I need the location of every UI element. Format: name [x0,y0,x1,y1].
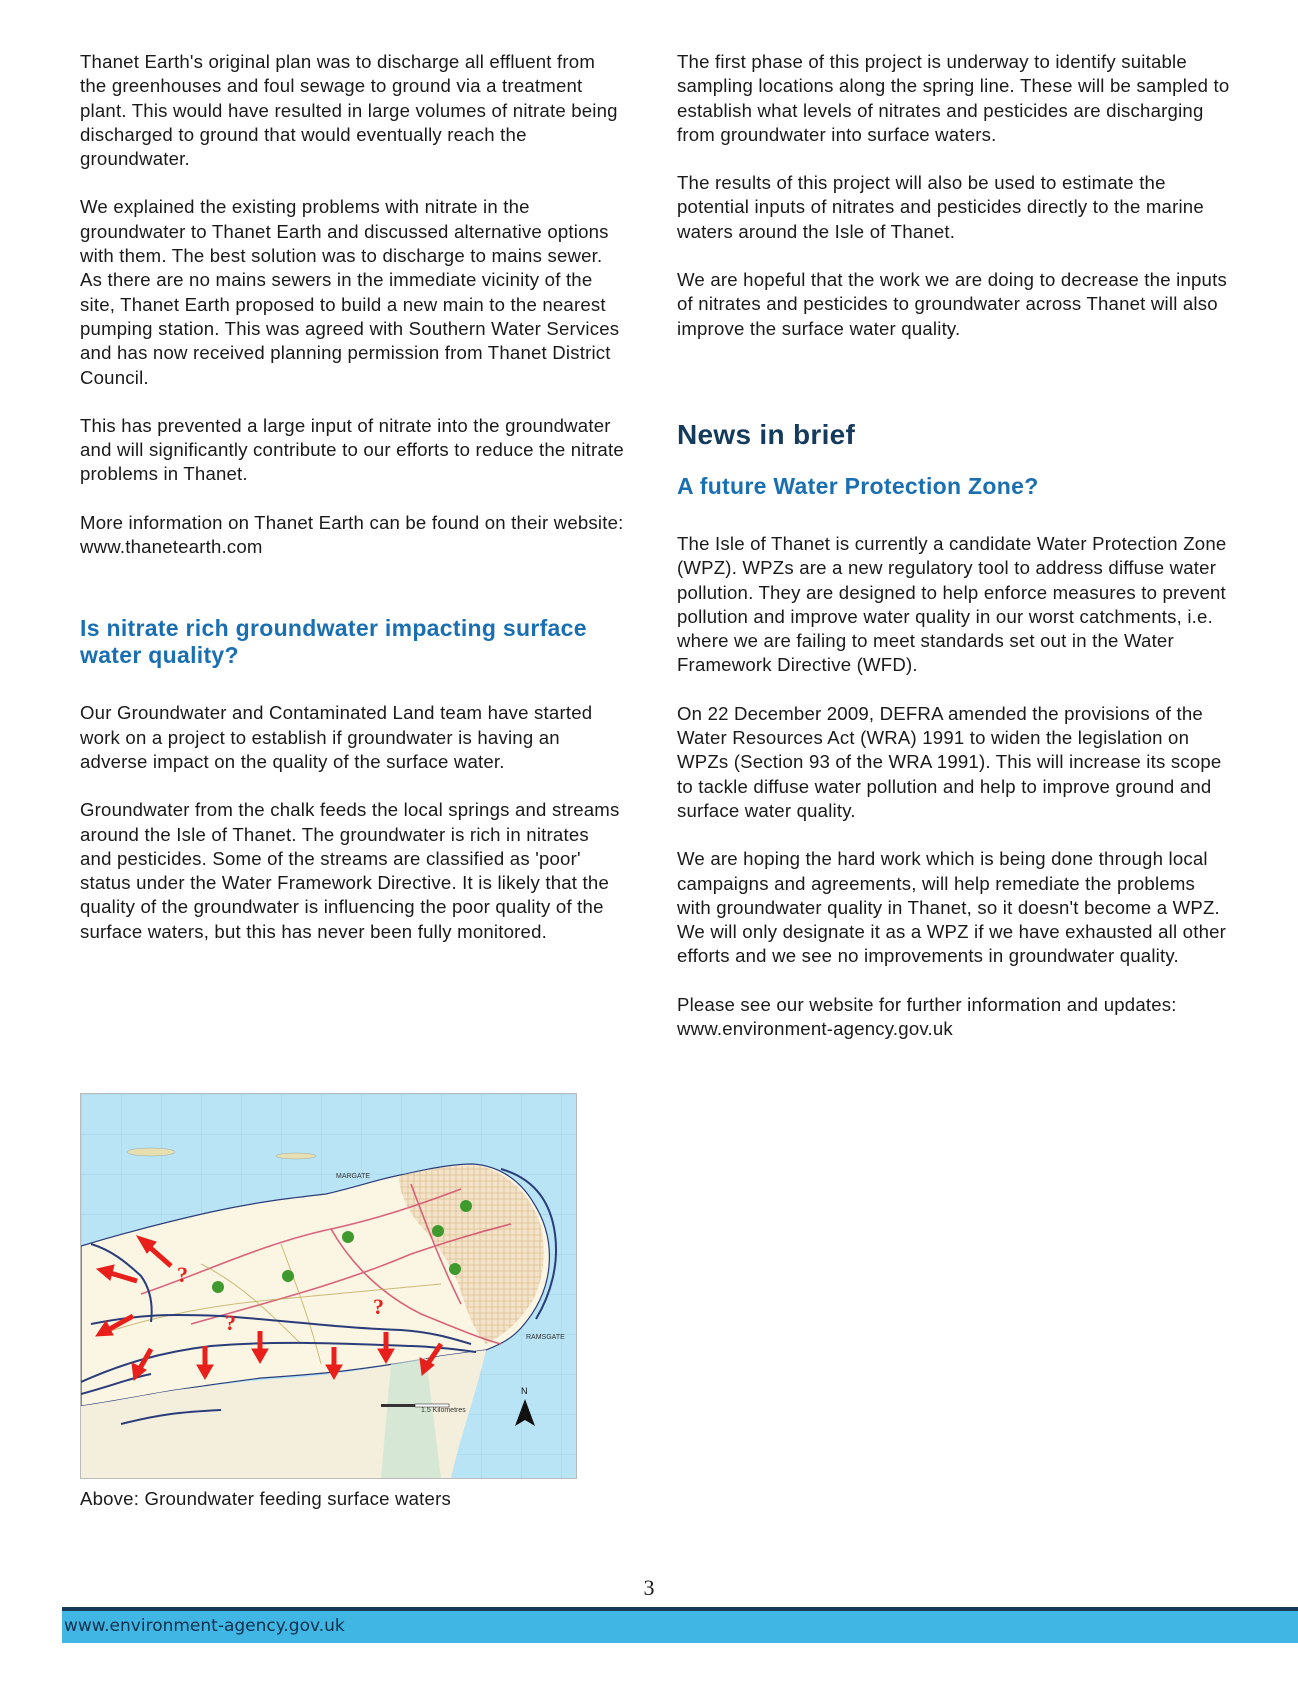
footer-website-link[interactable]: www.environment-agency.gov.uk [64,1616,345,1636]
label-ramsgate: RAMSGATE [526,1334,565,1341]
paragraph: We are hopeful that the work we are doing to decrease the inputs of nitrates and pesticides to groundwater across Thanet will also improve the surface water quality. [677,269,1227,339]
right-column [677,50,1232,1065]
paragraph: The first phase of this project is underway to identify suitable sampling locations along the spring line. These will be sampled to establish what levels of nitrates and pesticides are discharging from groundwater into surface waters. [677,51,1230,145]
sampling-point-marker [460,1200,472,1212]
paragraph: More information on Thanet Earth can be found on their website: www.thanetearth.com [80,511,624,558]
question-mark: ? [225,1310,236,1335]
footer-bar [62,1611,1298,1643]
paragraph: Please see our website for further information and updates: www.environment-agency.gov.uk [677,993,1177,1040]
question-mark: ? [177,1262,188,1287]
section-heading: Is nitrate rich groundwater impacting surface water quality? [80,615,587,669]
paragraph: Groundwater from the chalk feeds the local springs and streams around the Isle of Thanet. The groundwater is rich in nitrates and pesticides. Some of the streams are classified as 'poor' status under the Water Framework Directive. It is likely that the quality of the groundwater is influencing the poor quality of the surface waters, but this has never been fully monitored. [80,799,620,942]
paragraph: The Isle of Thanet is currently a candidate Water Protection Zone (WPZ). WPZs are a new regulatory tool to address diffuse water pollution. They are designed to help enforce measures to prevent pollution and improve water quality in our worst catchments, i.e. where we are failing to meet standards set out in the Water Framework Directive (WFD). [677,532,1227,676]
news-in-brief-title: News in brief [677,418,856,450]
sampling-point-marker [449,1263,461,1275]
paragraph: The results of this project will also be used to estimate the potential inputs of nitrates and pesticides directly to the marine waters around the Isle of Thanet. [677,172,1204,242]
paragraph: Thanet Earth's original plan was to discharge all effluent from the greenhouses and foul sewage to ground via a treatment plant. This would have resulted in large volumes of nitrate being discharged to ground that would eventually reach the groundwater. [80,51,618,170]
groundwater-map [80,1093,577,1479]
sampling-point-marker [432,1225,444,1237]
label-north: N [521,1386,528,1396]
paragraph: Our Groundwater and Contaminated Land team have started work on a project to establish if groundwater is having an adverse impact on the quality of the surface water. [80,702,593,772]
sampling-point-marker [282,1270,294,1282]
paragraph: We are hoping the hard work which is being done through local campaigns and agreements, will help remediate the problems with groundwater quality in Thanet, so it doesn't become a WPZ. We will only designate it as a WPZ if we have exhausted all other efforts and we see no improvements in groundwater quality. [677,848,1227,967]
paragraph: We explained the existing problems with nitrate in the groundwater to Thanet Earth and discussed alternative options with them. The best solution was to discharge to mains sewer. As there are no mains sewers in the immediate vicinity of the site, Thanet Earth proposed to build a new main to the nearest pumping station. This was agreed with Southern Water Services and has now received planning permission from Thanet District Council. [80,196,620,388]
figure-caption: Above: Groundwater feeding surface waters [80,1488,451,1509]
paragraph: This has prevented a large input of nitrate into the groundwater and will significantly contribute to our efforts to reduce the nitrate problems in Thanet. [80,414,624,485]
question-mark: ? [373,1294,384,1319]
news-subheading: A future Water Protection Zone? [677,472,1039,499]
left-column [80,50,625,968]
sampling-point-marker [342,1231,354,1243]
page-number: 3 [643,1575,655,1600]
sampling-point-marker [212,1281,224,1293]
label-margate: MARGATE [336,1173,371,1180]
paragraph: On 22 December 2009, DEFRA amended the provisions of the Water Resources Act (WRA) 1991 to widen the legislation on WPZs (Section 93 of the WRA 1991). This will increase its scope to tackle diffuse water pollution and help to improve ground and surface water quality. [677,702,1222,821]
label-scale: 1.5 Kilometres [421,1407,466,1414]
map-graphic [81,1094,576,1478]
